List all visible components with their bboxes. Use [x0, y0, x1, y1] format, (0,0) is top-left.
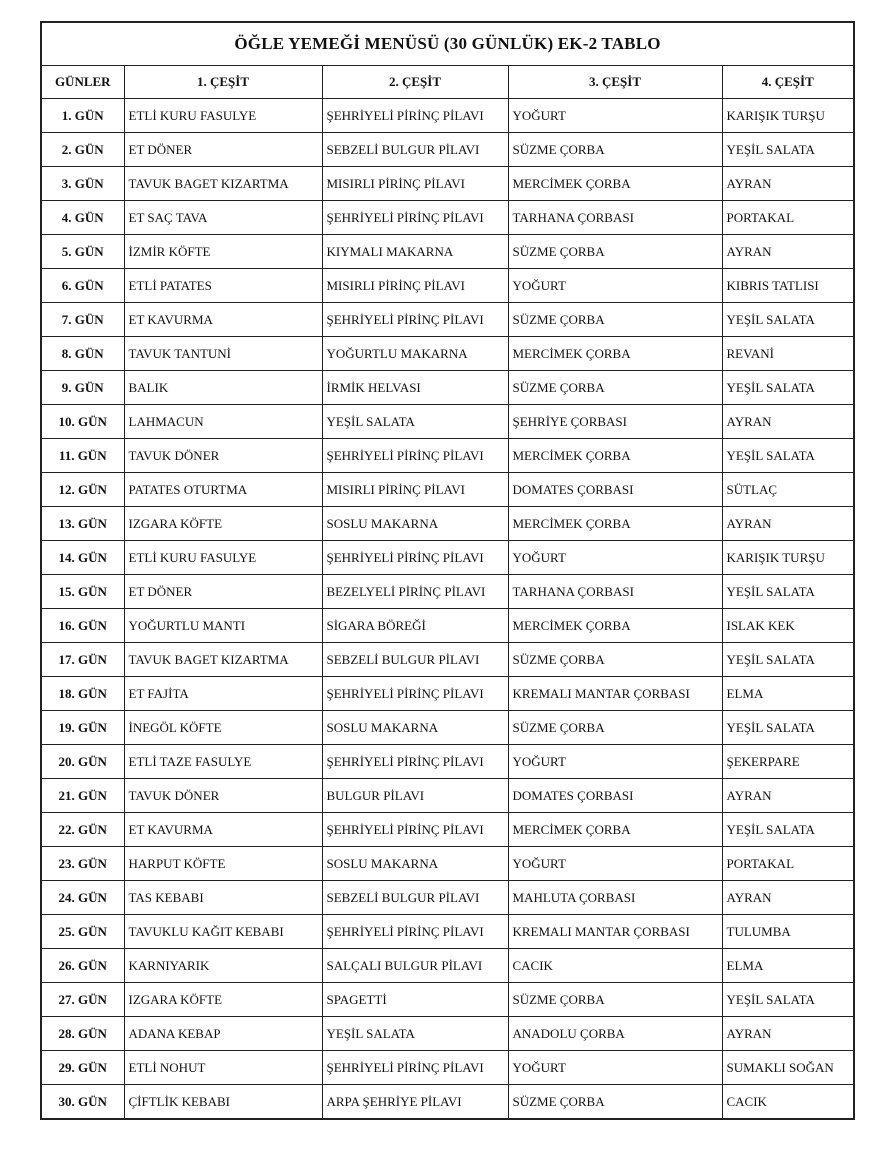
course-4-cell: AYRAN — [722, 167, 854, 201]
course-1-cell: BALIK — [124, 371, 322, 405]
course-4-cell: AYRAN — [722, 881, 854, 915]
course-4-cell: AYRAN — [722, 1017, 854, 1051]
course-4-cell: KARIŞIK TURŞU — [722, 541, 854, 575]
table-row — [41, 235, 854, 269]
course-3-cell: CACIK — [508, 949, 722, 983]
course-1-cell: HARPUT KÖFTE — [124, 847, 322, 881]
menu-document — [40, 21, 853, 1120]
course-2-cell: ŞEHRİYELİ PİRİNÇ PİLAVI — [322, 439, 508, 473]
course-2-cell: BEZELYELİ PİRİNÇ PİLAVI — [322, 575, 508, 609]
course-3-cell: SÜZME ÇORBA — [508, 235, 722, 269]
day-cell: 24. GÜN — [41, 881, 124, 915]
course-1-cell: TAVUK BAGET KIZARTMA — [124, 643, 322, 677]
table-row — [41, 371, 854, 405]
table-row — [41, 541, 854, 575]
course-1-cell: ETLİ KURU FASULYE — [124, 541, 322, 575]
course-4-cell: ISLAK KEK — [722, 609, 854, 643]
course-2-cell: YOĞURTLU MAKARNA — [322, 337, 508, 371]
header-days: GÜNLER — [41, 66, 124, 99]
course-3-cell: YOĞURT — [508, 847, 722, 881]
table-row — [41, 439, 854, 473]
course-1-cell: ETLİ TAZE FASULYE — [124, 745, 322, 779]
course-2-cell: ŞEHRİYELİ PİRİNÇ PİLAVI — [322, 915, 508, 949]
course-1-cell: LAHMACUN — [124, 405, 322, 439]
course-1-cell: PATATES OTURTMA — [124, 473, 322, 507]
course-4-cell: YEŞİL SALATA — [722, 439, 854, 473]
course-1-cell: YOĞURTLU MANTI — [124, 609, 322, 643]
course-2-cell: SOSLU MAKARNA — [322, 507, 508, 541]
header-course-1: 1. ÇEŞİT — [124, 66, 322, 99]
day-cell: 22. GÜN — [41, 813, 124, 847]
course-3-cell: KREMALI MANTAR ÇORBASI — [508, 915, 722, 949]
menu-table — [40, 21, 855, 1120]
course-1-cell: ETLİ NOHUT — [124, 1051, 322, 1085]
table-row — [41, 949, 854, 983]
table-row — [41, 745, 854, 779]
course-4-cell: YEŞİL SALATA — [722, 711, 854, 745]
course-2-cell: ŞEHRİYELİ PİRİNÇ PİLAVI — [322, 677, 508, 711]
course-4-cell: YEŞİL SALATA — [722, 575, 854, 609]
day-cell: 17. GÜN — [41, 643, 124, 677]
course-3-cell: DOMATES ÇORBASI — [508, 473, 722, 507]
course-4-cell: PORTAKAL — [722, 847, 854, 881]
course-1-cell: ET FAJİTA — [124, 677, 322, 711]
course-2-cell: ŞEHRİYELİ PİRİNÇ PİLAVI — [322, 303, 508, 337]
course-3-cell: KREMALI MANTAR ÇORBASI — [508, 677, 722, 711]
course-4-cell: AYRAN — [722, 507, 854, 541]
table-row — [41, 711, 854, 745]
day-cell: 11. GÜN — [41, 439, 124, 473]
course-2-cell: YEŞİL SALATA — [322, 1017, 508, 1051]
course-1-cell: ET KAVURMA — [124, 813, 322, 847]
course-3-cell: YOĞURT — [508, 541, 722, 575]
course-1-cell: KARNIYARIK — [124, 949, 322, 983]
course-4-cell: CACIK — [722, 1085, 854, 1120]
page-title: ÖĞLE YEMEĞİ MENÜSÜ (30 GÜNLÜK) EK-2 TABLO — [41, 22, 854, 66]
course-1-cell: ETLİ KURU FASULYE — [124, 99, 322, 133]
table-row — [41, 915, 854, 949]
course-2-cell: İRMİK HELVASI — [322, 371, 508, 405]
table-row — [41, 813, 854, 847]
day-cell: 30. GÜN — [41, 1085, 124, 1120]
course-2-cell: SOSLU MAKARNA — [322, 711, 508, 745]
course-4-cell: AYRAN — [722, 405, 854, 439]
table-row — [41, 337, 854, 371]
course-4-cell: YEŞİL SALATA — [722, 303, 854, 337]
header-course-2: 2. ÇEŞİT — [322, 66, 508, 99]
table-header-row — [41, 66, 854, 99]
day-cell: 29. GÜN — [41, 1051, 124, 1085]
course-1-cell: İZMİR KÖFTE — [124, 235, 322, 269]
course-1-cell: ET SAÇ TAVA — [124, 201, 322, 235]
course-1-cell: IZGARA KÖFTE — [124, 507, 322, 541]
course-4-cell: AYRAN — [722, 779, 854, 813]
day-cell: 25. GÜN — [41, 915, 124, 949]
course-3-cell: SÜZME ÇORBA — [508, 133, 722, 167]
course-1-cell: İNEGÖL KÖFTE — [124, 711, 322, 745]
course-2-cell: SPAGETTİ — [322, 983, 508, 1017]
course-3-cell: YOĞURT — [508, 99, 722, 133]
course-1-cell: ET KAVURMA — [124, 303, 322, 337]
course-4-cell: YEŞİL SALATA — [722, 643, 854, 677]
course-3-cell: YOĞURT — [508, 745, 722, 779]
header-course-3: 3. ÇEŞİT — [508, 66, 722, 99]
course-3-cell: SÜZME ÇORBA — [508, 371, 722, 405]
course-3-cell: SÜZME ÇORBA — [508, 711, 722, 745]
course-4-cell: KARIŞIK TURŞU — [722, 99, 854, 133]
course-3-cell: SÜZME ÇORBA — [508, 303, 722, 337]
course-4-cell: YEŞİL SALATA — [722, 371, 854, 405]
day-cell: 27. GÜN — [41, 983, 124, 1017]
course-3-cell: ANADOLU ÇORBA — [508, 1017, 722, 1051]
table-row — [41, 677, 854, 711]
course-4-cell: AYRAN — [722, 235, 854, 269]
table-row — [41, 609, 854, 643]
course-2-cell: SALÇALI BULGUR PİLAVI — [322, 949, 508, 983]
course-2-cell: MISIRLI PİRİNÇ PİLAVI — [322, 473, 508, 507]
course-2-cell: BULGUR PİLAVI — [322, 779, 508, 813]
day-cell: 15. GÜN — [41, 575, 124, 609]
course-3-cell: MERCİMEK ÇORBA — [508, 507, 722, 541]
course-2-cell: ŞEHRİYELİ PİRİNÇ PİLAVI — [322, 541, 508, 575]
course-1-cell: TAVUK DÖNER — [124, 439, 322, 473]
course-4-cell: SÜTLAÇ — [722, 473, 854, 507]
table-row — [41, 405, 854, 439]
day-cell: 9. GÜN — [41, 371, 124, 405]
table-row — [41, 643, 854, 677]
table-row — [41, 201, 854, 235]
table-row — [41, 133, 854, 167]
table-row — [41, 847, 854, 881]
day-cell: 28. GÜN — [41, 1017, 124, 1051]
course-1-cell: ET DÖNER — [124, 575, 322, 609]
course-1-cell: ET DÖNER — [124, 133, 322, 167]
course-1-cell: TAVUKLU KAĞIT KEBABI — [124, 915, 322, 949]
course-2-cell: KIYMALI MAKARNA — [322, 235, 508, 269]
course-3-cell: SÜZME ÇORBA — [508, 1085, 722, 1120]
day-cell: 4. GÜN — [41, 201, 124, 235]
day-cell: 20. GÜN — [41, 745, 124, 779]
course-4-cell: ELMA — [722, 677, 854, 711]
course-3-cell: YOĞURT — [508, 1051, 722, 1085]
day-cell: 21. GÜN — [41, 779, 124, 813]
course-4-cell: YEŞİL SALATA — [722, 983, 854, 1017]
day-cell: 10. GÜN — [41, 405, 124, 439]
course-4-cell: TULUMBA — [722, 915, 854, 949]
table-row — [41, 983, 854, 1017]
course-1-cell: TAVUK DÖNER — [124, 779, 322, 813]
course-3-cell: MERCİMEK ÇORBA — [508, 813, 722, 847]
day-cell: 23. GÜN — [41, 847, 124, 881]
day-cell: 13. GÜN — [41, 507, 124, 541]
day-cell: 26. GÜN — [41, 949, 124, 983]
course-2-cell: ŞEHRİYELİ PİRİNÇ PİLAVI — [322, 813, 508, 847]
day-cell: 14. GÜN — [41, 541, 124, 575]
table-row — [41, 1051, 854, 1085]
day-cell: 1. GÜN — [41, 99, 124, 133]
course-2-cell: ŞEHRİYELİ PİRİNÇ PİLAVI — [322, 99, 508, 133]
course-1-cell: ETLİ PATATES — [124, 269, 322, 303]
course-4-cell: ELMA — [722, 949, 854, 983]
course-1-cell: TAVUK TANTUNİ — [124, 337, 322, 371]
day-cell: 19. GÜN — [41, 711, 124, 745]
course-4-cell: REVANİ — [722, 337, 854, 371]
day-cell: 2. GÜN — [41, 133, 124, 167]
table-row — [41, 575, 854, 609]
day-cell: 7. GÜN — [41, 303, 124, 337]
table-row — [41, 1017, 854, 1051]
day-cell: 5. GÜN — [41, 235, 124, 269]
day-cell: 8. GÜN — [41, 337, 124, 371]
day-cell: 18. GÜN — [41, 677, 124, 711]
course-3-cell: MERCİMEK ÇORBA — [508, 439, 722, 473]
table-row — [41, 99, 854, 133]
course-2-cell: MISIRLI PİRİNÇ PİLAVI — [322, 167, 508, 201]
course-4-cell: SUMAKLI SOĞAN — [722, 1051, 854, 1085]
course-3-cell: TARHANA ÇORBASI — [508, 575, 722, 609]
table-row — [41, 303, 854, 337]
course-2-cell: ŞEHRİYELİ PİRİNÇ PİLAVI — [322, 201, 508, 235]
course-3-cell: MERCİMEK ÇORBA — [508, 609, 722, 643]
course-3-cell: MERCİMEK ÇORBA — [508, 337, 722, 371]
course-2-cell: SEBZELİ BULGUR PİLAVI — [322, 133, 508, 167]
table-row — [41, 507, 854, 541]
course-3-cell: MAHLUTA ÇORBASI — [508, 881, 722, 915]
course-2-cell: ŞEHRİYELİ PİRİNÇ PİLAVI — [322, 745, 508, 779]
day-cell: 6. GÜN — [41, 269, 124, 303]
course-4-cell: YEŞİL SALATA — [722, 133, 854, 167]
course-2-cell: ŞEHRİYELİ PİRİNÇ PİLAVI — [322, 1051, 508, 1085]
course-2-cell: YEŞİL SALATA — [322, 405, 508, 439]
course-2-cell: ARPA ŞEHRİYE PİLAVI — [322, 1085, 508, 1120]
course-1-cell: IZGARA KÖFTE — [124, 983, 322, 1017]
table-row — [41, 881, 854, 915]
course-2-cell: SEBZELİ BULGUR PİLAVI — [322, 881, 508, 915]
table-row — [41, 779, 854, 813]
course-4-cell: ŞEKERPARE — [722, 745, 854, 779]
course-3-cell: DOMATES ÇORBASI — [508, 779, 722, 813]
course-3-cell: TARHANA ÇORBASI — [508, 201, 722, 235]
table-row — [41, 269, 854, 303]
course-2-cell: SİGARA BÖREĞİ — [322, 609, 508, 643]
course-3-cell: SÜZME ÇORBA — [508, 983, 722, 1017]
day-cell: 16. GÜN — [41, 609, 124, 643]
table-row — [41, 1085, 854, 1120]
header-course-4: 4. ÇEŞİT — [722, 66, 854, 99]
course-3-cell: SÜZME ÇORBA — [508, 643, 722, 677]
course-2-cell: SOSLU MAKARNA — [322, 847, 508, 881]
course-2-cell: MISIRLI PİRİNÇ PİLAVI — [322, 269, 508, 303]
table-body — [41, 99, 854, 1120]
course-1-cell: ADANA KEBAP — [124, 1017, 322, 1051]
day-cell: 3. GÜN — [41, 167, 124, 201]
course-1-cell: TAS KEBABI — [124, 881, 322, 915]
course-1-cell: TAVUK BAGET KIZARTMA — [124, 167, 322, 201]
day-cell: 12. GÜN — [41, 473, 124, 507]
course-3-cell: MERCİMEK ÇORBA — [508, 167, 722, 201]
course-4-cell: PORTAKAL — [722, 201, 854, 235]
course-3-cell: ŞEHRİYE ÇORBASI — [508, 405, 722, 439]
course-3-cell: YOĞURT — [508, 269, 722, 303]
course-2-cell: SEBZELİ BULGUR PİLAVI — [322, 643, 508, 677]
course-4-cell: KIBRIS TATLISI — [722, 269, 854, 303]
course-1-cell: ÇİFTLİK KEBABI — [124, 1085, 322, 1120]
table-row — [41, 167, 854, 201]
course-4-cell: YEŞİL SALATA — [722, 813, 854, 847]
table-row — [41, 473, 854, 507]
